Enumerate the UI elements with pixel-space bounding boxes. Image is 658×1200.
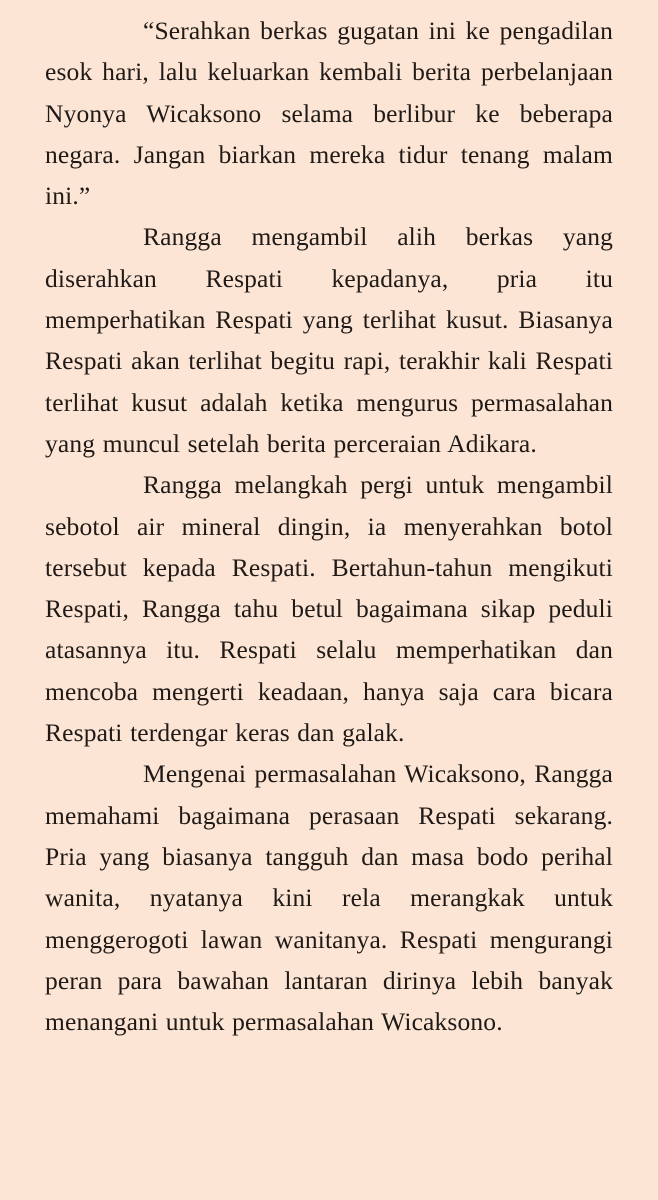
paragraph-2: Rangga mengambil alih berkas yang diserahkan Respati kepadanya, pria itu memperhatikan Respati yang terlihat kusut. Biasanya Respati akan terlihat begitu rapi, terakhir kali Respati terlihat kusut adalah ketika mengurus permasalahan yang muncul setelah berita perceraian Adikara.: [45, 222, 613, 458]
paragraph-4: Mengenai permasalahan Wicaksono, Rangga memahami bagaimana perasaan Respati sekarang. Pria yang biasanya tangguh dan masa bodo perihal wanita, nyatanya kini rela merangkak untuk menggerogoti lawan wanitanya. Respati mengurangi peran para bawahan lantaran dirinya lebih banyak menangani untuk permasalahan Wicaksono.: [45, 759, 613, 1037]
paragraph-3: Rangga melangkah pergi untuk mengambil sebotol air mineral dingin, ia menyerahkan botol tersebut kepada Respati. Bertahun-tahun mengikuti Respati, Rangga tahu betul bagaimana sikap peduli atasannya itu. Respati selalu memperhatikan dan mencoba mengerti keadaan, hanya saja cara bicara Respati terdengar keras dan galak.: [45, 470, 613, 748]
paragraph-1: “Serahkan berkas gugatan ini ke pengadilan esok hari, lalu keluarkan kembali berita perbelanjaan Nyonya Wicaksono selama berlibur ke beberapa negara. Jangan biarkan mereka tidur tenang malam ini.”: [45, 16, 613, 211]
